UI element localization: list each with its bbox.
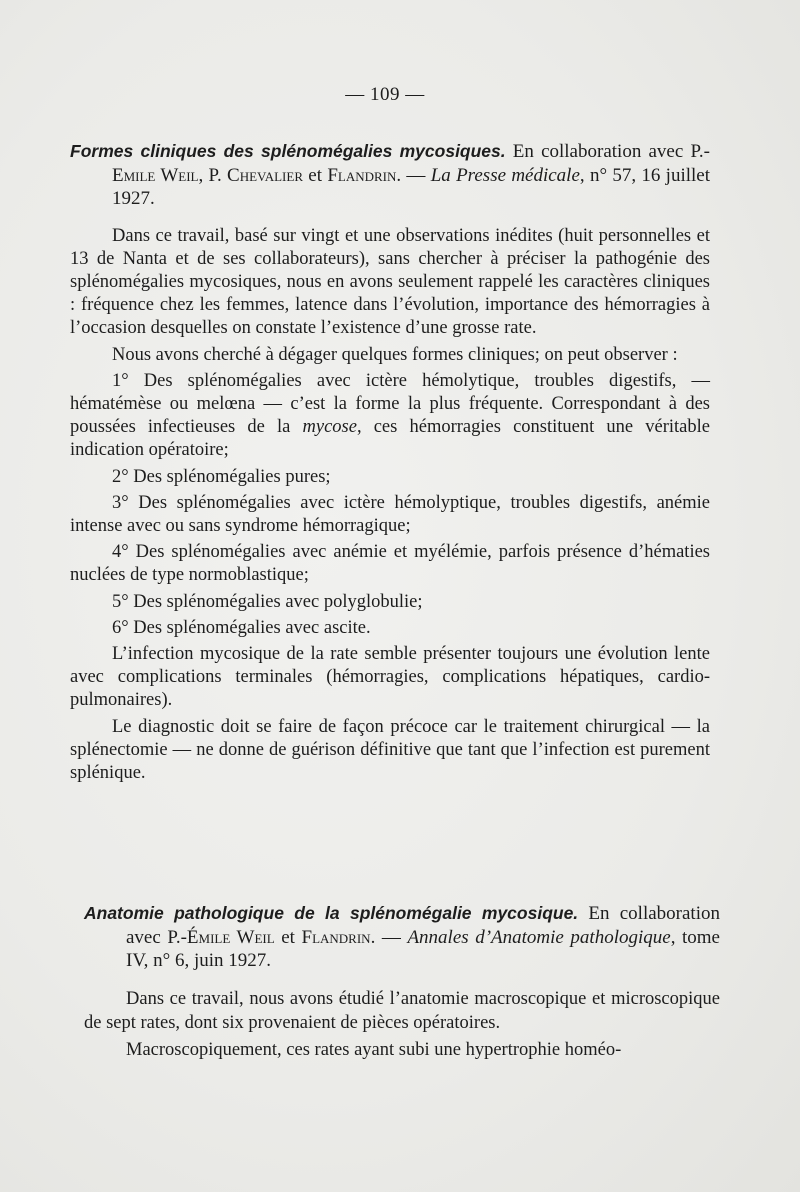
author-name: P.-Emile Weil — [112, 141, 710, 186]
list-item: 1° Des splénomégalies avec ictère hémolytique, troubles digestifs, — hématémèse ou melœna — c’est la forme la plus fréquente. Correspondant à des poussées infectieuses de la mycose, ces hémorragies constituent une véritable indication opératoire; — [70, 370, 710, 461]
paragraph: Dans ce travail, nous avons étudié l’anatomie macroscopique et microscopique de sept rates, dont six provenaient de pièces opératoires. — [84, 988, 720, 1033]
author-name: P. Chevalier — [208, 164, 304, 186]
author-name: Flandrin — [327, 164, 397, 186]
entry-body — [70, 225, 710, 786]
list-item: 6° Des splénomégalies avec ascite. — [112, 617, 371, 638]
list-item: 4° Des splénomégalies avec anémie et myélémie, parfois présence d’hématies nuclées de type normoblastique; — [70, 542, 710, 586]
entry-reference: Anatomie pathologique de la splénomégalie mycosique. En collaboration avec P.-Émile Weil et Flandrin. — Annales d’Anatomie pathologique, tome IV, n° 6, juin 1927. — [84, 903, 720, 971]
page-number: — 109 — — [345, 84, 425, 105]
entry-body — [84, 987, 720, 1062]
author-name: Flandrin — [301, 926, 371, 948]
list-item: 2° Des splénomégalies pures; — [112, 466, 331, 487]
journal-name: Annales d’Anatomie pathologique — [407, 926, 671, 948]
paragraph: L’infection mycosique de la rate semble présenter toujours une évolution lente avec complications terminales (hémorragies, complications hépatiques, cardio-pulmonaires). — [70, 643, 710, 711]
bibliography-entry — [84, 902, 720, 1065]
paragraph: Le diagnostic doit se faire de façon précoce car le traitement chirurgical — la splénectomie — ne donne de guérison définitive que tant que l’infection est purement splénique. — [70, 716, 710, 783]
paragraph: Dans ce travail, basé sur vingt et une observations inédites (huit personnelles et 13 de Nanta et de ses collaborateurs), sans chercher à préciser la pathogénie des splénomégalies mycosiques, nous en avons seulement rappelé les caractères cliniques : fréquence chez les femmes, latence dans l’évolution, importance des hémorragies à l’occasion desquelles on constate l’existence d’une grosse rate. — [70, 225, 710, 339]
author-name: P.-Émile Weil — [167, 926, 275, 948]
journal-name: La Presse médicale — [430, 164, 580, 186]
list-item: 5° Des splénomégalies avec polyglobulie; — [112, 591, 423, 612]
entry-reference: Formes cliniques des splénomégalies mycosiques. En collaboration avec P.-Emile Weil, P. Chevalier et Flandrin. — La Presse médicale, n° 57, 16 juillet 1927. — [70, 141, 710, 209]
list-item: 3° Des splénomégalies avec ictère hémolyptique, troubles digestifs, anémie intense avec ou sans syndrome hémorragique; — [70, 492, 710, 536]
paragraph: Macroscopiquement, ces rates ayant subi une hypertrophie homéo- — [126, 1039, 622, 1060]
entry-title: Anatomie pathologique de la splénomégalie mycosique. — [84, 903, 579, 923]
bibliography-entry — [70, 140, 710, 788]
entry-title: Formes cliniques des splénomégalies mycosiques. — [70, 141, 506, 161]
paragraph: Nous avons cherché à dégager quelques formes cliniques; on peut observer : — [112, 344, 678, 365]
